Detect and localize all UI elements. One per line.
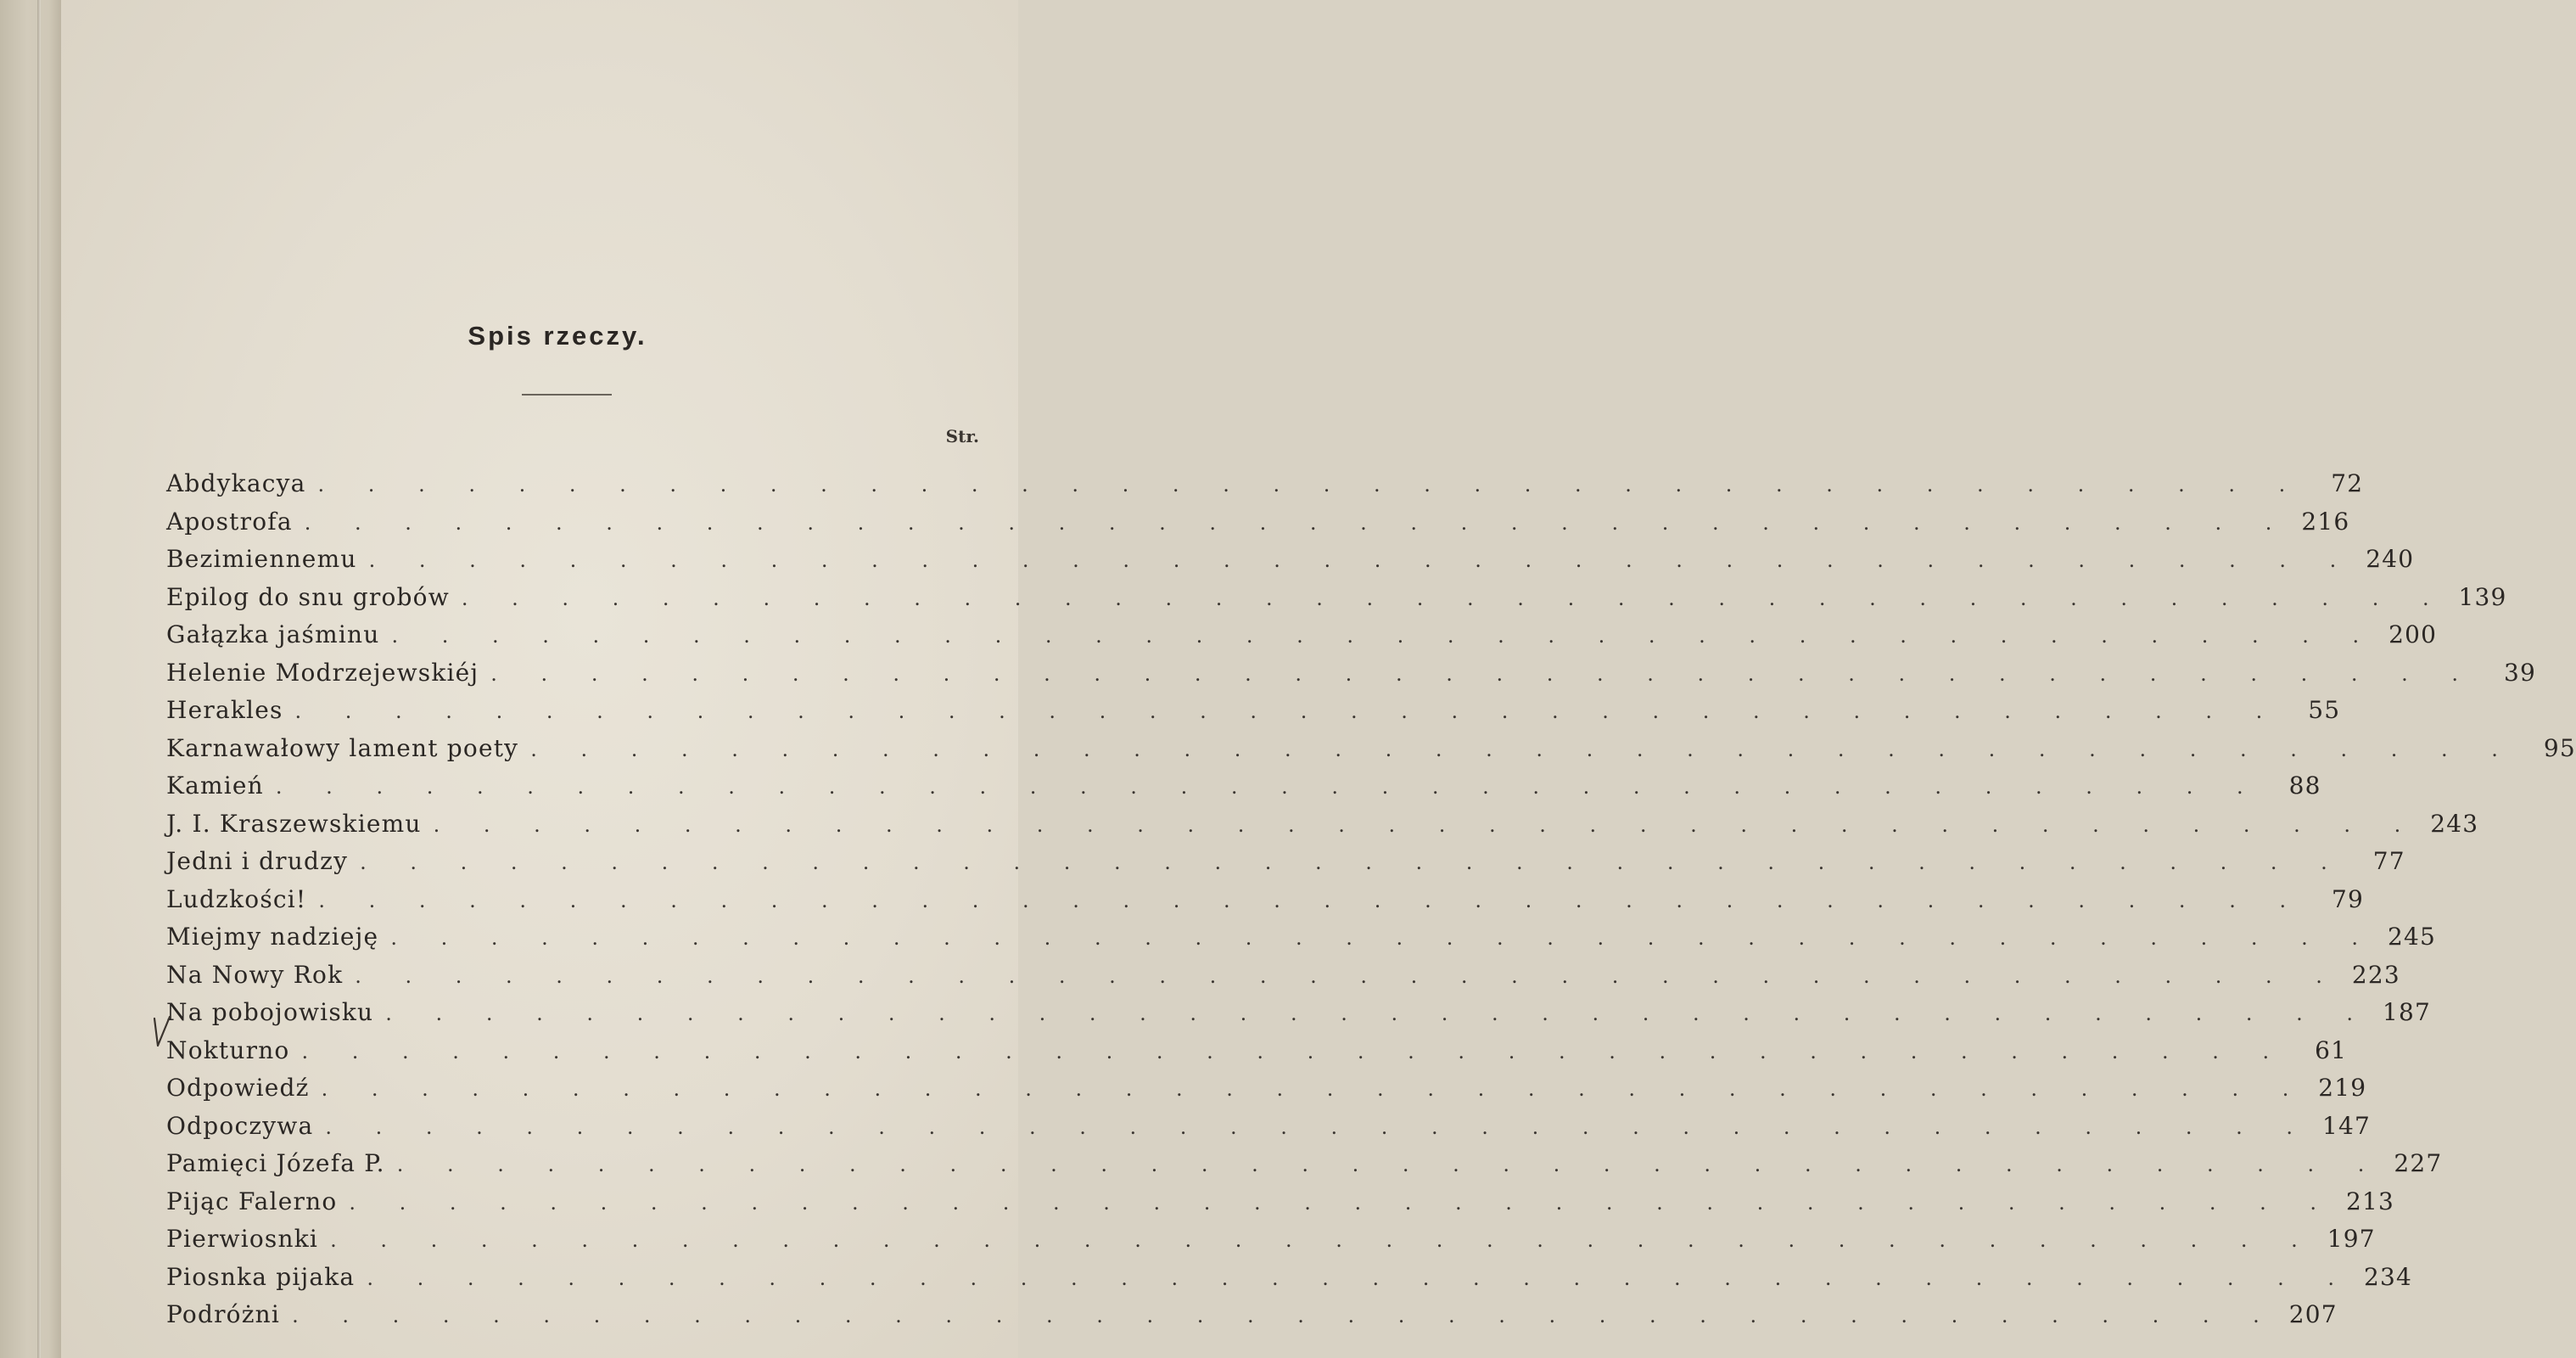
- dot-leader: . . . . . . . . . . . . . . . . . . . . . . . . . . . . . . . . . . . . . . . .: [301, 1039, 2288, 1063]
- page-fold: [37, 0, 41, 1358]
- dot-leader: . . . . . . . . . . . . . . . . . . . . . . . . . . . . . . . . . . . . . . . .: [396, 1153, 2383, 1176]
- toc-entry: [166, 1187, 2395, 1226]
- dot-leader: . . . . . . . . . . . . . . . . . . . . . . . . . . . . . . . . . . . . . . . .: [367, 1265, 2354, 1290]
- dot-leader: . . . . . . . . . . . . . . . . . . . . . . . . . . . . . . . . . . . . . . . .: [292, 1304, 2278, 1327]
- toc-entry-page: 207: [2288, 1300, 2338, 1328]
- toc-entry-page: 95: [2543, 733, 2576, 762]
- toc-entry: [166, 733, 2576, 772]
- toc-entry-page: 77: [2372, 847, 2405, 875]
- toc-entry: [166, 884, 2365, 923]
- toc-entry-title: Helenie Modrzejewskiéj: [166, 658, 479, 687]
- toc-entry-page: 219: [2318, 1074, 2367, 1102]
- toc-entry-title: Gałązka jaśminu: [166, 620, 380, 648]
- toc-entry-title: Odpowiedź: [166, 1074, 310, 1102]
- toc-entry-title: Herakles: [166, 696, 283, 724]
- dot-leader: . . . . . . . . . . . . . . . . . . . . . . . . . . . . . . . . . . . . . . . .: [461, 586, 2448, 610]
- dot-leader: . . . . . . . . . . . . . . . . . . . . . . . . . . . . . . . . . . . . . . . .: [355, 963, 2341, 988]
- toc-entry: [166, 960, 2400, 999]
- toc-entry-title: Karnawałowy lament poety: [166, 733, 519, 762]
- toc-entry: [166, 1149, 2443, 1187]
- dot-leader: . . . . . . . . . . . . . . . . . . . . . . . . . . . . . . . . . . . . . . . .: [530, 737, 2517, 761]
- dot-leader: . . . . . . . . . . . . . . . . . . . . . . . . . . . . . . . . . . . . . . . .: [275, 775, 2262, 799]
- toc-entry-page: 213: [2346, 1187, 2395, 1215]
- dot-leader: . . . . . . . . . . . . . . . . . . . . . . . . . . . . . . . . . . . . . . . .: [304, 510, 2291, 535]
- dot-leader: . . . . . . . . . . . . . . . . . . . . . . . . . . . . . . . . . . . . . . . .: [390, 926, 2377, 950]
- toc-entry-title: J. I. Kraszewskiemu: [166, 809, 422, 838]
- toc-entry: [166, 1300, 2338, 1338]
- toc-entry-page: 79: [2332, 884, 2365, 913]
- page-title: Spis rzeczy.: [468, 321, 647, 351]
- toc-entry-page: 245: [2387, 923, 2437, 951]
- toc-entry: [166, 1225, 2376, 1263]
- toc-entry-page: 72: [2331, 469, 2364, 497]
- dot-leader: . . . . . . . . . . . . . . . . . . . . . . . . . . . . . . . . . . . . . . . .: [318, 888, 2305, 912]
- toc-entry-page: 243: [2430, 809, 2479, 838]
- dot-leader: . . . . . . . . . . . . . . . . . . . . . . . . . . . . . . . . . . . . . . . .: [294, 699, 2282, 723]
- dot-leader: . . . . . . . . . . . . . . . . . . . . . . . . . . . . . . . . . . . . . . . .: [433, 812, 2420, 837]
- toc-entry-page: 216: [2301, 507, 2350, 536]
- toc-entry-title: Odpoczywa: [166, 1111, 314, 1140]
- toc-entry: [166, 1262, 2413, 1301]
- toc-entry-title: Epilog do snu grobów: [166, 582, 450, 611]
- toc-entry-page: 234: [2363, 1262, 2413, 1291]
- toc-entry-title: Pijąc Falerno: [166, 1187, 338, 1215]
- toc-entry: [166, 1035, 2348, 1075]
- dot-leader: . . . . . . . . . . . . . . . . . . . . . . . . . . . . . . . . . . . . . . . .: [391, 624, 2378, 648]
- toc-entry-title: Nokturno: [166, 1035, 290, 1064]
- dot-leader: . . . . . . . . . . . . . . . . . . . . . . . . . . . . . . . . . . . . . . . .: [490, 661, 2477, 686]
- toc-entry: [166, 1111, 2372, 1150]
- toc-entry-title: Miejmy nadzieję: [166, 923, 379, 951]
- toc-entry-page: 88: [2288, 772, 2321, 800]
- toc-entry: [166, 620, 2438, 659]
- toc-entry-title: Na pobojowisku: [166, 998, 374, 1026]
- toc-entry-page: 147: [2322, 1111, 2372, 1140]
- page-column-label: Str.: [945, 426, 979, 446]
- toc-entry: [166, 545, 2415, 583]
- toc-entry-title: Bezimiennemu: [166, 545, 357, 573]
- book-page: [61, 0, 2576, 1358]
- toc-entry: [166, 658, 2536, 697]
- toc-entry-page: 227: [2394, 1149, 2443, 1177]
- table-of-contents: [166, 469, 2576, 1338]
- toc-entry-title: Ludzkości!: [166, 884, 307, 913]
- toc-entry: [166, 1074, 2367, 1112]
- dot-leader: . . . . . . . . . . . . . . . . . . . . . . . . . . . . . . . . . . . . . . . .: [385, 1002, 2372, 1025]
- dot-leader: . . . . . . . . . . . . . . . . . . . . . . . . . . . . . . . . . . . . . . . .: [360, 850, 2346, 874]
- toc-entry: [166, 469, 2364, 508]
- dot-leader: . . . . . . . . . . . . . . . . . . . . . . . . . . . . . . . . . . . . . . . .: [330, 1228, 2316, 1252]
- pencil-check-mark: [149, 1015, 175, 1051]
- toc-entry-title: Apostrofa: [166, 507, 293, 536]
- book-gutter: [0, 0, 61, 1358]
- toc-entry-title: Podróżni: [166, 1300, 281, 1328]
- toc-entry-page: 200: [2388, 620, 2438, 648]
- toc-entry-title: Piosnka pijaka: [166, 1262, 356, 1291]
- dot-leader: . . . . . . . . . . . . . . . . . . . . . . . . . . . . . . . . . . . . . . . .: [317, 473, 2304, 497]
- toc-entry-page: 187: [2382, 998, 2431, 1026]
- toc-entry-title: Pamięci Józefa P.: [166, 1149, 385, 1177]
- dot-leader: . . . . . . . . . . . . . . . . . . . . . . . . . . . . . . . . . . . . . . . .: [349, 1190, 2336, 1215]
- toc-entry-page: 39: [2503, 658, 2536, 687]
- toc-entry: [166, 923, 2437, 961]
- toc-entry: [166, 507, 2350, 546]
- toc-entry: [166, 582, 2507, 621]
- dot-leader: . . . . . . . . . . . . . . . . . . . . . . . . . . . . . . . . . . . . . . . .: [368, 548, 2355, 572]
- toc-entry-title: Na Nowy Rok: [166, 960, 344, 989]
- toc-entry: [166, 998, 2431, 1036]
- toc-entry: [166, 809, 2479, 848]
- toc-entry-title: Kamień: [166, 772, 264, 800]
- dot-leader: . . . . . . . . . . . . . . . . . . . . . . . . . . . . . . . . . . . . . . . .: [321, 1077, 2308, 1101]
- toc-entry: [166, 772, 2321, 810]
- toc-entry-page: 197: [2327, 1225, 2376, 1253]
- toc-entry-title: Pierwiosnki: [166, 1225, 319, 1253]
- dot-leader: . . . . . . . . . . . . . . . . . . . . . . . . . . . . . . . . . . . . . . . .: [325, 1114, 2312, 1139]
- title-divider: [522, 394, 612, 396]
- toc-entry: [166, 847, 2405, 885]
- toc-entry-page: 139: [2458, 582, 2507, 611]
- toc-entry-page: 223: [2351, 960, 2400, 989]
- toc-entry-page: 55: [2308, 696, 2341, 724]
- toc-entry-page: 240: [2366, 545, 2415, 573]
- toc-entry: [166, 696, 2341, 734]
- toc-entry-title: Jedni i drudzy: [166, 847, 349, 875]
- toc-entry-title: Abdykacya: [166, 469, 306, 497]
- toc-entry-page: 61: [2315, 1035, 2348, 1064]
